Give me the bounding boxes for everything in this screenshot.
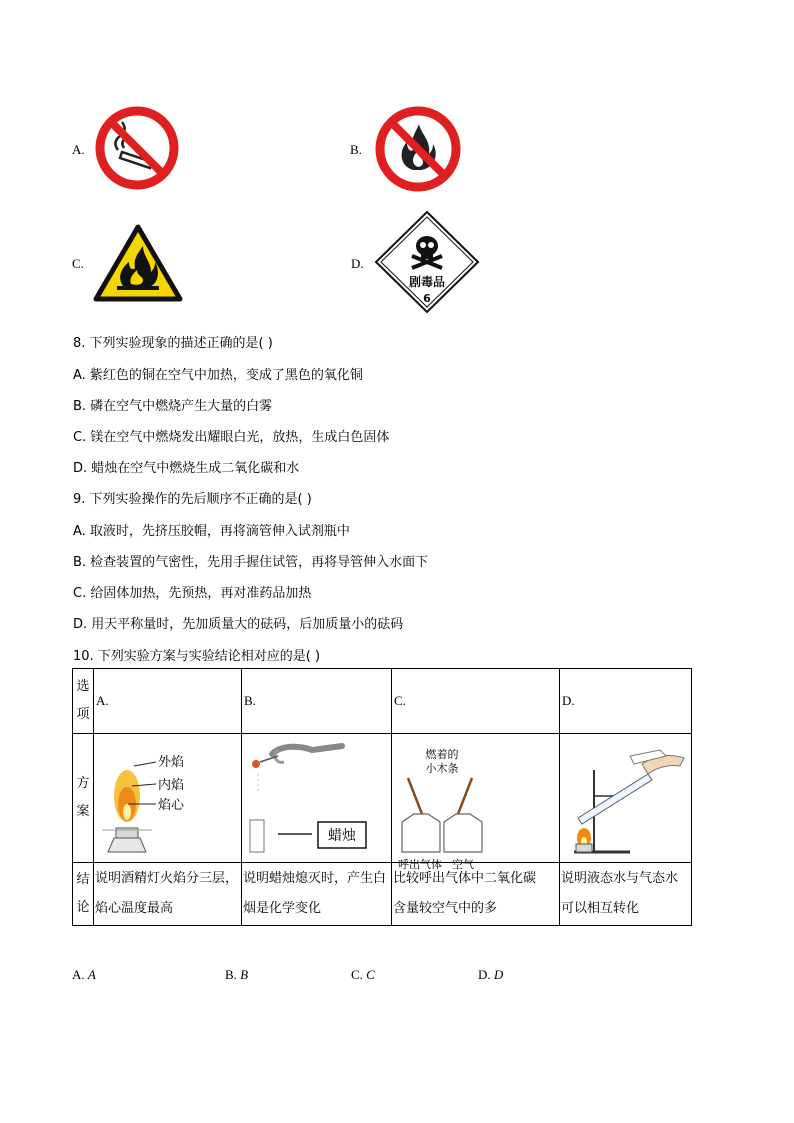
flame-label-core: 焰心 [158,798,185,813]
candle-label: 蜡烛 [328,828,356,844]
candle-smoke-illustration [242,734,390,858]
plan-d-cell [560,734,692,863]
conclusion-a: 说明酒精灯火焰分三层， 焰心温度最高 [94,863,242,926]
answer-option-d: D. D [478,967,504,982]
question-8-option-b: B. 磷在空气中燃烧产生大量的白雾 [73,399,273,414]
conclusion-d: 说明液态水与气态水 可以相互转化 [560,863,692,926]
conclusion-b: 说明蜡烛熄灭时，产生白 烟是化学变化 [242,863,392,926]
option-cell-d: D. [560,669,692,734]
plan-a-cell [94,734,242,863]
option-d-label: D. [351,256,364,271]
bottle-label-exhaled: 呼出气体 [398,858,442,871]
table-row-conclusions [73,863,692,926]
question-9-option-a: A. 取液时，先挤压胶帽，再将滴管伸入试剂瓶中 [73,524,350,539]
option-b-label: B. [350,142,362,157]
question-8-stem: 8. 下列实验现象的描述正确的是( ) [73,336,273,351]
answer-option-a: A. A [72,967,96,982]
option-cell-a: A. [94,669,242,734]
question-9-stem: 9. 下列实验操作的先后顺序不正确的是( ) [73,492,312,507]
flame-label-inner: 内焰 [158,778,185,793]
splint-label-line1: 燃着的 [425,748,459,761]
toxic-sign-number: 6 [423,292,431,305]
flame-label-outer: 外焰 [158,755,185,770]
conclusion-c: 比较呼出气体中二氧化碳 含量较空气中的多 [392,863,560,926]
answer-option-c: C. C [351,967,375,982]
option-cell-c: C. [392,669,560,734]
splint-label-line2: 小木条 [425,762,459,775]
bottles-wood-splint-illustration [392,734,558,871]
toxic-hazard-sign-icon [374,210,480,314]
bottle-label-air: 空气 [452,858,474,871]
question-8-option-a: A. 紫红色的铜在空气中加热，变成了黑色的氧化铜 [73,368,363,383]
question-9-option-b: B. 检查装置的气密性，先用手握住试管，再将导管伸入水面下 [73,555,429,570]
row-head-conclusion: 结 论 [73,863,94,926]
question-10-table [72,668,692,926]
no-open-flame-sign-icon [373,104,463,194]
heating-test-tube-illustration [560,734,690,858]
question-8-option-d: D. 蜡烛在空气中燃烧生成二氧化碳和水 [73,461,300,476]
option-cell-b: B. [242,669,392,734]
toxic-sign-text: 剧毒品 [408,275,446,289]
option-a-label: A. [72,142,85,157]
answer-option-b: B. B [225,967,249,982]
option-c-label: C. [72,256,84,271]
alcohol-lamp-flame-illustration [94,734,240,858]
question-9-option-c: C. 给固体加热，先预热，再对准药品加热 [73,586,312,601]
plan-b-cell [242,734,392,863]
flammable-warning-sign-icon [93,224,183,302]
row-head-options: 选 项 [73,669,94,734]
no-smoking-sign-icon [94,104,180,192]
table-row-plans [73,734,692,863]
table-row-options [73,669,692,734]
question-9-option-d: D. 用天平称量时，先加质量大的砝码，后加质量小的砝码 [73,617,404,632]
question-10-stem: 10. 下列实验方案与实验结论相对应的是( ) [73,649,321,664]
row-head-plan: 方 案 [73,734,94,863]
question-8-option-c: C. 镁在空气中燃烧发出耀眼白光，放热，生成白色固体 [73,430,390,445]
plan-c-cell [392,734,560,871]
